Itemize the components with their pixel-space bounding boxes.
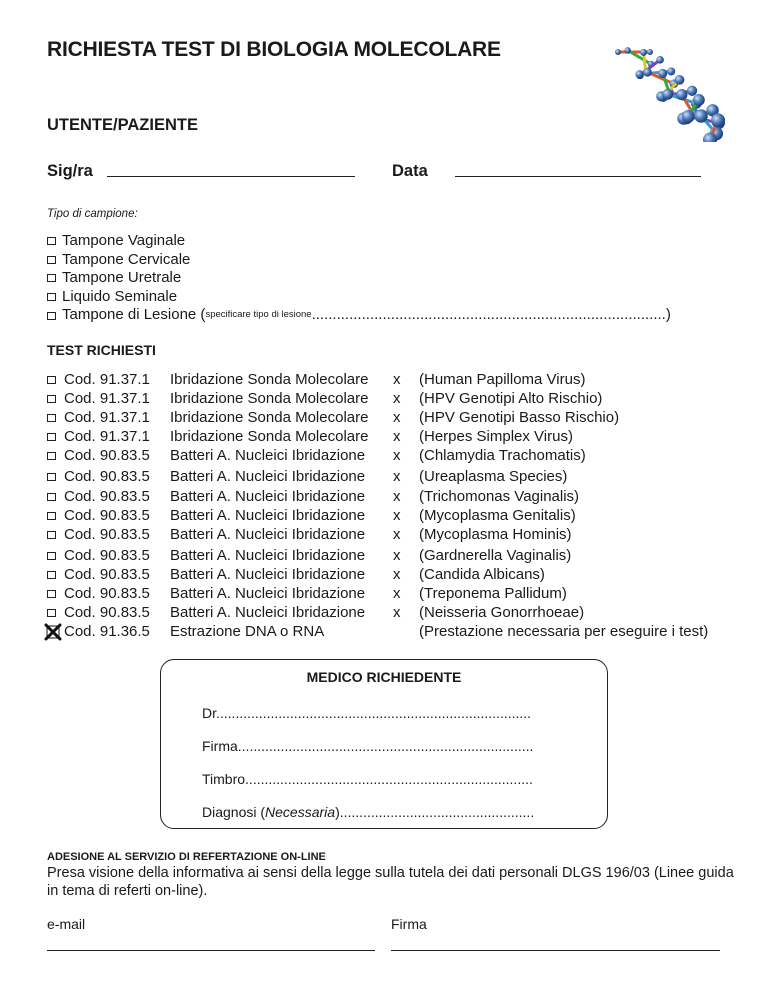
dna-bead	[658, 69, 667, 78]
test-multiplier: x	[393, 506, 401, 524]
dna-helix-image	[612, 40, 732, 142]
test-code: Cod. 90.83.5	[64, 565, 150, 583]
test-row[interactable]	[47, 623, 737, 642]
test-description: Batteri A. Nucleici Ibridazione	[170, 546, 366, 564]
medico-title: MEDICO RICHIEDENTE	[306, 669, 462, 685]
test-multiplier: x	[393, 447, 401, 465]
dna-bead	[643, 68, 652, 77]
test-multiplier: x	[393, 487, 401, 505]
test-row[interactable]	[47, 585, 737, 604]
test-code: Cod. 90.83.5	[64, 487, 150, 505]
sample-item[interactable]: Tampone Vaginale	[47, 232, 671, 251]
dna-bead	[676, 89, 687, 100]
test-code: Cod. 91.37.1	[64, 390, 150, 408]
sample-item-lesion[interactable]: Tampone di Lesione ( specificare tipo di lesione .....................................................................................)	[47, 306, 671, 325]
dna-bead	[682, 110, 695, 123]
dna-bead	[675, 75, 685, 85]
adesione-text: Presa visione della informativa ai sensi della legge sulla tutela dei dati personali DLGS 196/03 (Linee guida in tema di referti on-line).	[47, 865, 734, 899]
test-multiplier: x	[393, 371, 401, 388]
stamp-field[interactable]: Timbro..........................................................................	[202, 771, 533, 787]
test-multiplier: x	[393, 585, 401, 603]
sample-item[interactable]: Tampone Cervicale	[47, 251, 671, 270]
test-code: Cod. 91.37.1	[64, 428, 150, 446]
test-code: Cod. 91.36.5	[64, 623, 150, 641]
test-multiplier: x	[393, 390, 401, 408]
test-row[interactable]	[47, 526, 737, 545]
checkbox-icon[interactable]	[47, 395, 56, 403]
dna-bead	[615, 49, 621, 55]
checkbox-icon[interactable]	[47, 493, 56, 501]
checkbox-icon[interactable]	[47, 552, 56, 560]
test-row[interactable]	[47, 409, 737, 428]
date-field-line[interactable]	[455, 176, 701, 177]
checkbox-icon[interactable]	[47, 452, 56, 460]
test-description: Batteri A. Nucleici Ibridazione	[170, 604, 366, 622]
test-description: Batteri A. Nucleici Ibridazione	[170, 447, 366, 465]
test-multiplier: x	[393, 409, 401, 427]
doctor-field[interactable]: Dr.................................................................................	[202, 705, 532, 721]
footer-signature-line[interactable]	[391, 950, 720, 951]
sample-item[interactable]: Liquido Seminale	[47, 288, 671, 307]
checkbox-icon[interactable]	[47, 473, 56, 481]
signature-field[interactable]: Firma............................................................................	[202, 738, 534, 754]
test-multiplier: x	[393, 604, 401, 622]
test-code: Cod. 90.83.5	[64, 604, 150, 622]
tests-heading: TEST RICHIESTI	[47, 342, 156, 358]
checkbox-icon[interactable]	[47, 256, 56, 264]
test-row[interactable]	[47, 371, 737, 390]
test-organism: (Ureaplasma Species)	[419, 468, 568, 486]
test-organism: (Mycoplasma Hominis)	[419, 525, 572, 543]
test-description: Batteri A. Nucleici Ibridazione	[170, 468, 366, 486]
dna-bead	[667, 67, 675, 75]
dna-bead	[687, 86, 697, 96]
dna-bead	[711, 113, 725, 127]
dna-bead	[624, 47, 631, 54]
adesione-heading: ADESIONE AL SERVIZIO DI REFERTAZIONE ON-LINE	[47, 851, 326, 863]
test-description: Batteri A. Nucleici Ibridazione	[170, 565, 366, 583]
dna-bead	[693, 94, 705, 106]
checkbox-icon[interactable]	[47, 274, 56, 282]
test-row[interactable]	[47, 604, 737, 623]
dna-bead	[635, 70, 643, 78]
test-description: Batteri A. Nucleici Ibridazione	[170, 585, 366, 603]
test-row[interactable]	[47, 488, 737, 507]
test-organism: (Candida Albicans)	[419, 565, 545, 583]
test-row[interactable]	[47, 566, 737, 585]
checkbox-icon[interactable]	[47, 433, 56, 441]
checkbox-icon[interactable]	[47, 376, 56, 384]
test-organism: (Chlamydia Trachomatis)	[419, 447, 586, 465]
diagnosis-field[interactable]: Diagnosi (Necessaria)..................................................	[202, 804, 535, 820]
checkbox-icon[interactable]	[47, 312, 56, 320]
checkbox-icon[interactable]	[47, 609, 56, 617]
test-code: Cod. 90.83.5	[64, 546, 150, 564]
test-multiplier: x	[393, 525, 401, 543]
test-row[interactable]	[47, 507, 737, 526]
test-description: Ibridazione Sonda Molecolare	[170, 371, 369, 388]
test-organism: (Treponema Pallidum)	[419, 585, 567, 603]
footer-signature-label: Firma	[391, 916, 427, 932]
dna-bead	[647, 49, 653, 55]
checked-x-icon[interactable]	[44, 623, 62, 641]
test-code: Cod. 91.37.1	[64, 409, 150, 427]
test-row[interactable]	[47, 390, 737, 409]
test-description: Estrazione DNA o RNA	[170, 623, 325, 641]
form-title: RICHIESTA TEST DI BIOLOGIA MOLECOLARE	[47, 38, 501, 61]
patient-heading: UTENTE/PAZIENTE	[47, 116, 198, 134]
test-code: Cod. 90.83.5	[64, 506, 150, 524]
email-field-line[interactable]	[47, 950, 375, 951]
test-code: Cod. 90.83.5	[64, 585, 150, 603]
test-organism: (Prestazione necessaria per eseguire i test)	[419, 623, 709, 641]
test-organism: (HPV Genotipi Basso Rischio)	[419, 409, 620, 427]
test-organism: (Human Papilloma Virus)	[419, 371, 586, 388]
test-row[interactable]	[47, 447, 737, 466]
test-code: Cod. 90.83.5	[64, 447, 150, 465]
checkbox-icon[interactable]	[47, 512, 56, 520]
dna-bead	[662, 89, 673, 100]
dna-bead	[694, 109, 707, 122]
test-organism: (Neisseria Gonorrhoeae)	[419, 604, 585, 622]
test-multiplier: x	[393, 565, 401, 583]
medico-box	[160, 659, 608, 829]
checkbox-icon[interactable]	[47, 414, 56, 422]
test-organism: (Herpes Simplex Virus)	[419, 428, 573, 446]
test-description: Ibridazione Sonda Molecolare	[170, 428, 369, 446]
test-row[interactable]	[47, 468, 737, 487]
email-label: e-mail	[47, 916, 86, 932]
test-description: Ibridazione Sonda Molecolare	[170, 390, 369, 408]
checkbox-icon[interactable]	[47, 590, 56, 598]
test-description: Batteri A. Nucleici Ibridazione	[170, 506, 366, 524]
test-row[interactable]	[47, 547, 737, 566]
test-organism: (Trichomonas Vaginalis)	[419, 487, 580, 505]
dna-bead	[656, 56, 664, 64]
checkbox-icon[interactable]	[47, 293, 56, 301]
test-multiplier: x	[393, 428, 401, 446]
sample-list	[47, 232, 671, 325]
sample-item[interactable]: Tampone Uretrale	[47, 269, 671, 288]
date-label: Data	[392, 162, 428, 180]
test-multiplier: x	[393, 468, 401, 486]
tests-list	[47, 371, 737, 642]
test-organism: (Gardnerella Vaginalis)	[419, 546, 572, 564]
test-code: Cod. 90.83.5	[64, 525, 150, 543]
test-multiplier: x	[393, 546, 401, 564]
dna-bead	[640, 49, 647, 56]
test-code: Cod. 90.83.5	[64, 468, 150, 486]
test-code: Cod. 91.37.1	[64, 371, 150, 388]
checkbox-icon[interactable]	[47, 237, 56, 245]
sample-type-label: Tipo di campione:	[47, 208, 138, 220]
sig-field-line[interactable]	[107, 176, 355, 177]
test-description: Ibridazione Sonda Molecolare	[170, 409, 369, 427]
test-organism: (HPV Genotipi Alto Rischio)	[419, 390, 603, 408]
test-row[interactable]	[47, 428, 737, 447]
test-organism: (Mycoplasma Genitalis)	[419, 506, 576, 524]
test-description: Batteri A. Nucleici Ibridazione	[170, 487, 366, 505]
checkbox-icon[interactable]	[47, 571, 56, 579]
sig-label: Sig/ra	[47, 162, 93, 180]
test-description: Batteri A. Nucleici Ibridazione	[170, 525, 366, 543]
checkbox-icon[interactable]	[47, 531, 56, 539]
